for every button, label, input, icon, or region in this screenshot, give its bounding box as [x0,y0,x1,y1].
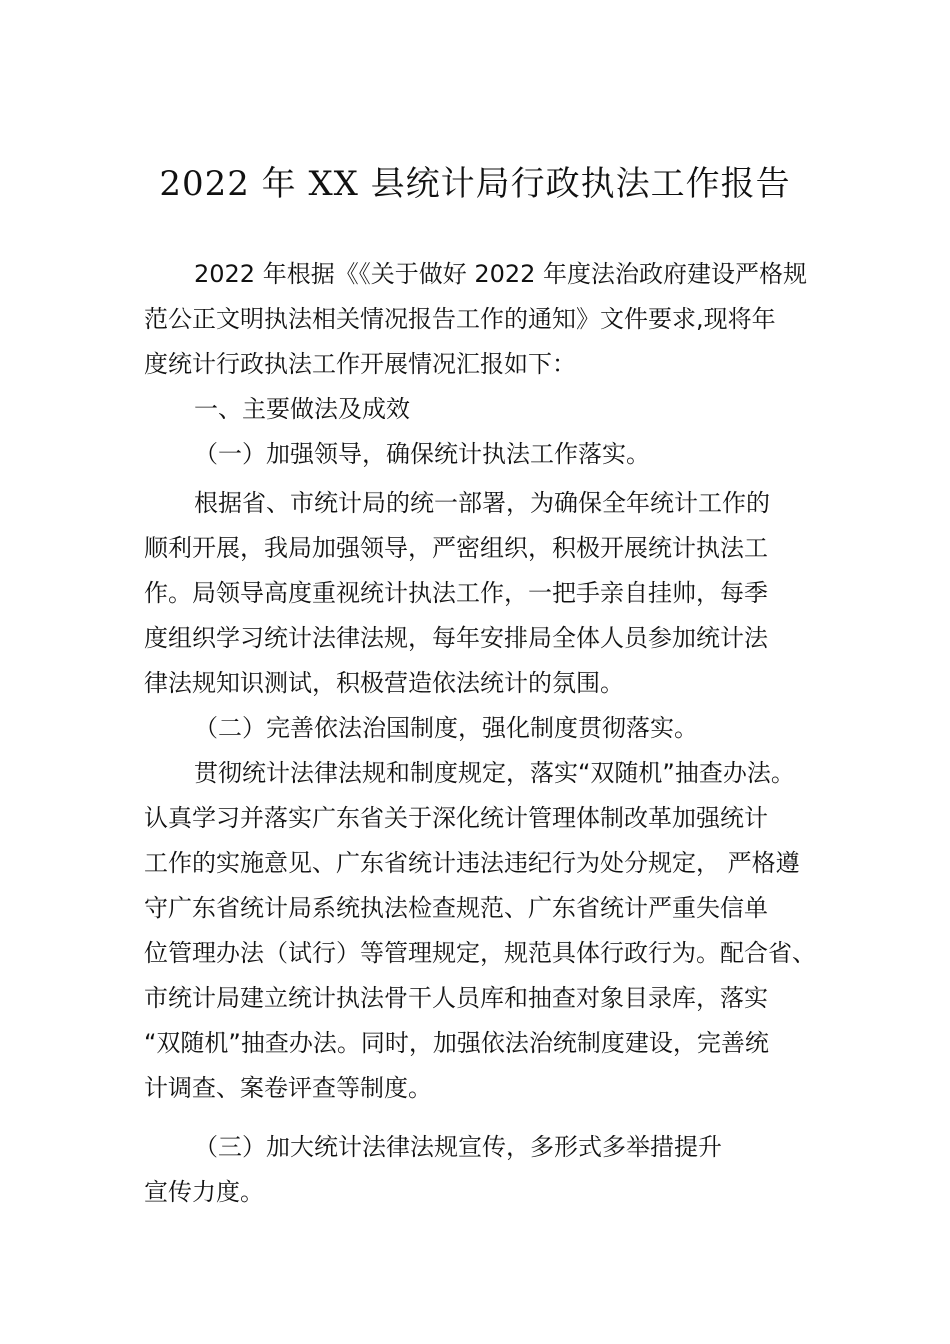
paragraph-line: 位管理办法（试行）等管理规定，规范具体行政行为。配合省、 [144,939,816,967]
paragraph-line: 度统计行政执法工作开展情况汇报如下： [144,350,576,378]
body-paragraph [144,481,824,706]
body-paragraph [144,751,824,1111]
intro-paragraph [144,252,824,387]
subsection-heading-text: （二）完善依法治国制度，强化制度贯彻落实。 [194,714,698,742]
paragraph-line: 顺利开展，我局加强领导，严密组织，积极开展统计执法工 [144,534,768,562]
paragraph-line: 工作的实施意见、广东省统计违法违纪行为处分规定， 严格遵 [144,849,800,877]
paragraph-line: 作。局领导高度重视统计执法工作，一把手亲自挂帅，每季 [144,579,768,607]
spacer [144,1111,824,1125]
paragraph-line: 守广东省统计局系统执法检查规范、广东省统计严重失信单 [144,894,768,922]
paragraph-line: 计调查、案卷评查等制度。 [144,1074,432,1102]
subsection-heading [144,1125,824,1215]
paragraph-line: 律法规知识测试，积极营造依法统计的氛围。 [144,669,624,697]
paragraph-line: 2022 年根据《《关于做好 2022 年度法治政府建设严格规 [194,260,808,288]
paragraph-line: 认真学习并落实广东省关于深化统计管理体制改革加强统计 [144,804,768,832]
paragraph-line: 贯彻统计法律法规和制度规定，落实“双随机”抽查办法。 [194,759,795,787]
paragraph-line: “双随机”抽查办法。同时，加强依法治统制度建设，完善统 [144,1029,769,1057]
paragraph-line: 根据省、市统计局的统一部署，为确保全年统计工作的 [194,489,770,517]
document-title: 2022 年 XX 县统计局行政执法工作报告 [159,164,791,204]
subsection-heading-text: 宣传力度。 [144,1178,264,1206]
document-body [144,252,824,1215]
subsection-heading-text: （三）加大统计法律法规宣传，多形式多举措提升 [194,1133,722,1161]
section-heading [144,387,824,432]
paragraph-line: 范公正文明执法相关情况报告工作的通知》文件要求,现将年 [144,305,776,333]
subsection-heading [144,432,824,477]
subsection-heading-text: （一）加强领导，确保统计执法工作落实。 [194,440,650,468]
paragraph-line: 度组织学习统计法律法规，每年安排局全体人员参加统计法 [144,624,768,652]
subsection-heading [144,706,824,751]
paragraph-line: 市统计局建立统计执法骨干人员库和抽查对象目录库，落实 [144,984,768,1012]
section-heading-text: 一、主要做法及成效 [194,395,410,423]
